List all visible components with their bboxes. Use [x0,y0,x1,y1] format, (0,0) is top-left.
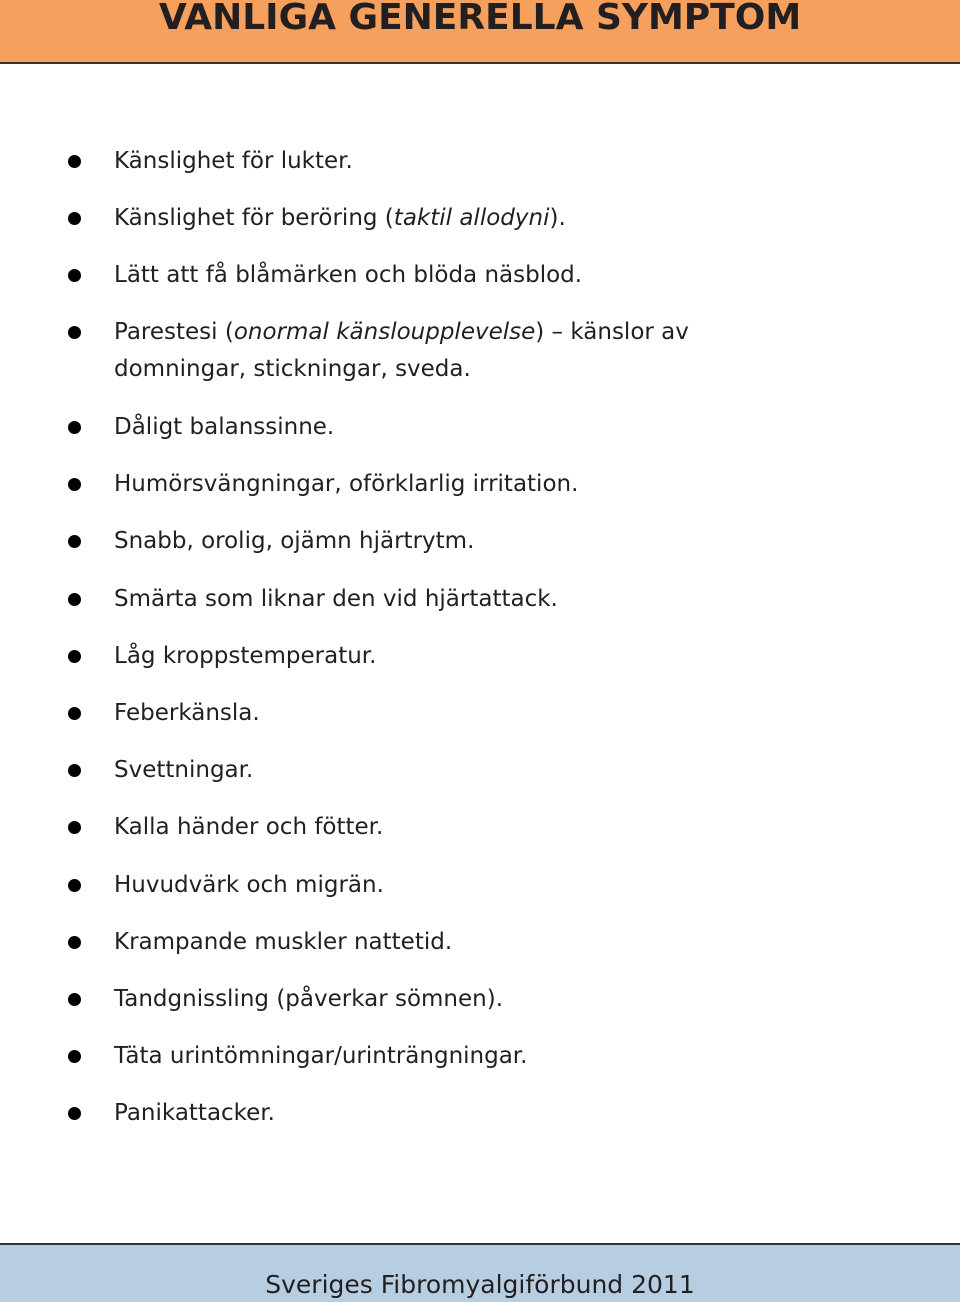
list-item-text: Krampande muskler nattetid. [114,929,453,955]
bullet-dot-icon [68,936,81,949]
list-item-text: Svettningar. [114,757,254,783]
bullet-dot-icon [68,593,81,606]
bullet-dot-icon [68,650,81,663]
list-item-text: Kalla händer och fötter. [114,814,384,840]
bullet-dot-icon [68,879,81,892]
bullet-dot-icon [68,1107,81,1120]
list-item-text: Täta urintömningar/urinträngningar. [114,1043,528,1069]
bullet-dot-icon [68,1050,81,1063]
list-item-text: Känslighet för lukter. [114,148,353,174]
list-item-text: Tandgnissling (påverkar sömnen). [114,986,504,1012]
bullet-dot-icon [68,821,81,834]
list-item-text: Snabb, orolig, ojämn hjärtrytm. [114,528,475,554]
footer-text: Sveriges Fibromyalgiförbund 2011 [265,1270,695,1299]
list-item-text: Känslighet för beröring (taktil allodyni). [114,205,566,231]
list-item-text: Låg kroppstemperatur. [114,643,377,669]
bullet-dot-icon [68,212,81,225]
header-bar [0,0,960,64]
list-item-emphasis: taktil allodyni [393,205,550,231]
footer-bar [0,1243,960,1302]
list-item-text: Huvudvärk och migrän. [114,872,384,898]
list-item-text: Feberkänsla. [114,700,260,726]
list-item-text: Smärta som liknar den vid hjärtattack. [114,586,558,612]
bullet-dot-icon [68,535,81,548]
bullet-dot-icon [68,421,81,434]
list-item-emphasis: onormal känsloupplevelse [233,319,536,345]
bullet-dot-icon [68,155,81,168]
list-item-text: Dåligt balanssinne. [114,414,335,440]
bullet-dot-icon [68,269,81,282]
bullet-dot-icon [68,326,81,339]
list-item-text: Parestesi (onormal känsloupplevelse) – känslor av [114,319,689,345]
list-item-text: Humörsvängningar, oförklarlig irritation. [114,471,579,497]
list-item-text: Lätt att få blåmärken och blöda näsblod. [114,262,583,288]
page-title: VANLIGA GENERELLA SYMPTOM [158,0,802,38]
bullet-dot-icon [68,707,81,720]
bullet-dot-icon [68,478,81,491]
bullet-dot-icon [68,764,81,777]
list-item-text-continued: domningar, stickningar, sveda. [114,356,471,382]
bullet-dot-icon [68,993,81,1006]
list-item-text: Panikattacker. [114,1100,275,1126]
